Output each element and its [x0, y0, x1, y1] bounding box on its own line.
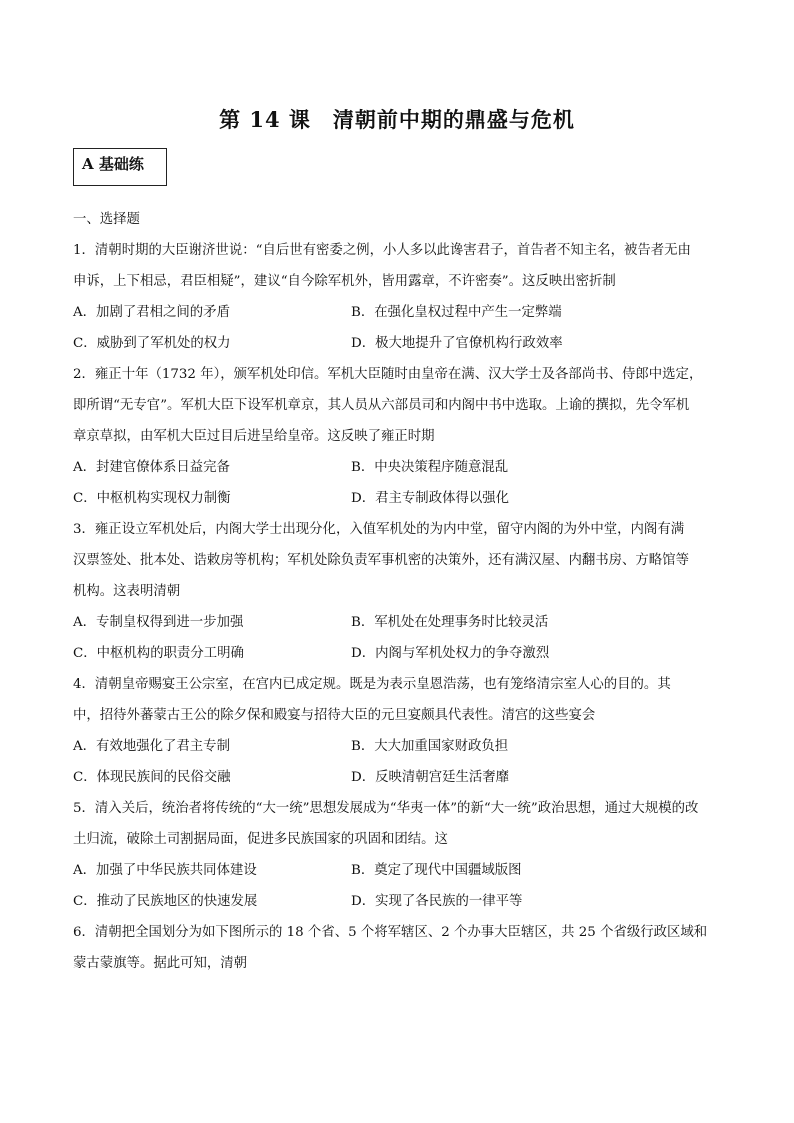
question-4-option[interactable]: D．反映清朝宫廷生活奢靡: [351, 770, 510, 785]
question-2-option-row: [73, 483, 723, 514]
question-5-stem-line: 土归流，破除土司割据局面，促进多民族国家的巩固和团结。这: [73, 832, 448, 847]
question-3-stem-line: 3．雍正设立军机处后，内阁大学士出现分化，入值军机处的为内中堂，留守内阁的为外中堂，内阁有满: [73, 522, 685, 537]
question-3-stem-line: 汉票签处、批本处、诰敕房等机构；军机处除负责军事机密的决策外，还有满汉屋、内翻书房、方略馆等: [73, 553, 689, 568]
question-5-stem-line: 5．清入关后，统治者将传统的“大一统”思想发展成为“华夷一体”的新“大一统”政治思想，通过大规模的改: [73, 801, 699, 816]
question-list: [73, 204, 723, 979]
question-6-stem-line: 6．清朝把全国划分为如下图所示的 18 个省、5 个将军辖区、2 个办事大臣辖区，共 25 个省级行政区域和: [73, 925, 708, 940]
question-2-option[interactable]: A．封建官僚体系日益完备: [73, 460, 230, 475]
question-1-stem-line: 1．清朝时期的大臣谢济世说：“自后世有密委之例，小人多以此谗害君子，首告者不知主名，被告者无由: [73, 243, 691, 258]
question-3-option-row: [73, 607, 723, 638]
question-4-option-row: [73, 762, 723, 793]
question-5-option[interactable]: C．推动了民族地区的快速发展: [73, 894, 258, 909]
question-3-option[interactable]: B．军机处在处理事务时比较灵活: [351, 615, 549, 630]
question-2-stem-line: 2．雍正十年（1732 年），颁军机处印信。军机大臣随时由皇帝在满、汉大学士及各部尚书、侍郎中选定，: [73, 367, 703, 382]
question-1-option[interactable]: A．加剧了君相之间的矛盾: [73, 305, 230, 320]
question-4-option-row: [73, 731, 723, 762]
question-6-stem-line: 蒙古蒙旗等。据此可知，清朝: [73, 956, 248, 971]
question-4-option[interactable]: A．有效地强化了君主专制: [73, 739, 230, 754]
question-3-stem-line: 机构。这表明清朝: [73, 584, 181, 599]
question-5-option[interactable]: A．加强了中华民族共同体建设: [73, 863, 257, 878]
question-3-option-row: [73, 638, 723, 669]
question-3-option[interactable]: C．中枢机构的职责分工明确: [73, 646, 244, 661]
question-4-option[interactable]: B．大大加重国家财政负担: [351, 739, 509, 754]
question-1-option-row: [73, 328, 723, 359]
question-2-option[interactable]: D．君主专制政体得以强化: [351, 491, 510, 506]
question-1-option[interactable]: B．在强化皇权过程中产生一定弊端: [351, 305, 562, 320]
question-1-stem-line: 申诉，上下相忌，君臣相疑”，建议“自今除军机外，皆用露章，不许密奏”。这反映出密折制: [73, 274, 616, 289]
question-1-option-row: [73, 297, 723, 328]
question-2-option[interactable]: C．中枢机构实现权力制衡: [73, 491, 231, 506]
question-2-stem-line: 章京草拟，由军机大臣过目后进呈给皇帝。这反映了雍正时期: [73, 429, 435, 444]
question-1-option[interactable]: D．极大地提升了官僚机构行政效率: [351, 336, 563, 351]
question-5-option-row: [73, 886, 723, 917]
question-3-option[interactable]: A．专制皇权得到进一步加强: [73, 615, 244, 630]
question-4-stem-line: 中，招待外蕃蒙古王公的除夕保和殿宴与招待大臣的元旦宴颇具代表性。清宫的这些宴会: [73, 708, 596, 723]
question-2-option-row: [73, 452, 723, 483]
page-title: 第 14 课 清朝前中期的鼎盛与危机: [219, 107, 575, 132]
question-4-option[interactable]: C．体现民族间的民俗交融: [73, 770, 231, 785]
section-heading: 一、选择题: [73, 212, 140, 227]
level-badge: A 基础练: [73, 148, 167, 186]
question-3-option[interactable]: D．内阁与军机处权力的争夺激烈: [351, 646, 550, 661]
question-1-option[interactable]: C．威胁到了军机处的权力: [73, 336, 231, 351]
question-4-stem-line: 4．清朝皇帝赐宴王公宗室，在宫内已成定规。既是为表示皇恩浩荡，也有笼络清宗室人心的目的。其: [73, 677, 671, 692]
question-2-option[interactable]: B．中央决策程序随意混乱: [351, 460, 509, 475]
question-5-option[interactable]: B．奠定了现代中国疆域版图: [351, 863, 522, 878]
question-2-stem-line: 即所谓“无专官”。军机大臣下设军机章京，其人员从六部员司和内阁中书中选取。上谕的撰拟，先令军机: [73, 398, 690, 413]
question-5-option-row: [73, 855, 723, 886]
question-5-option[interactable]: D．实现了各民族的一律平等: [351, 894, 523, 909]
